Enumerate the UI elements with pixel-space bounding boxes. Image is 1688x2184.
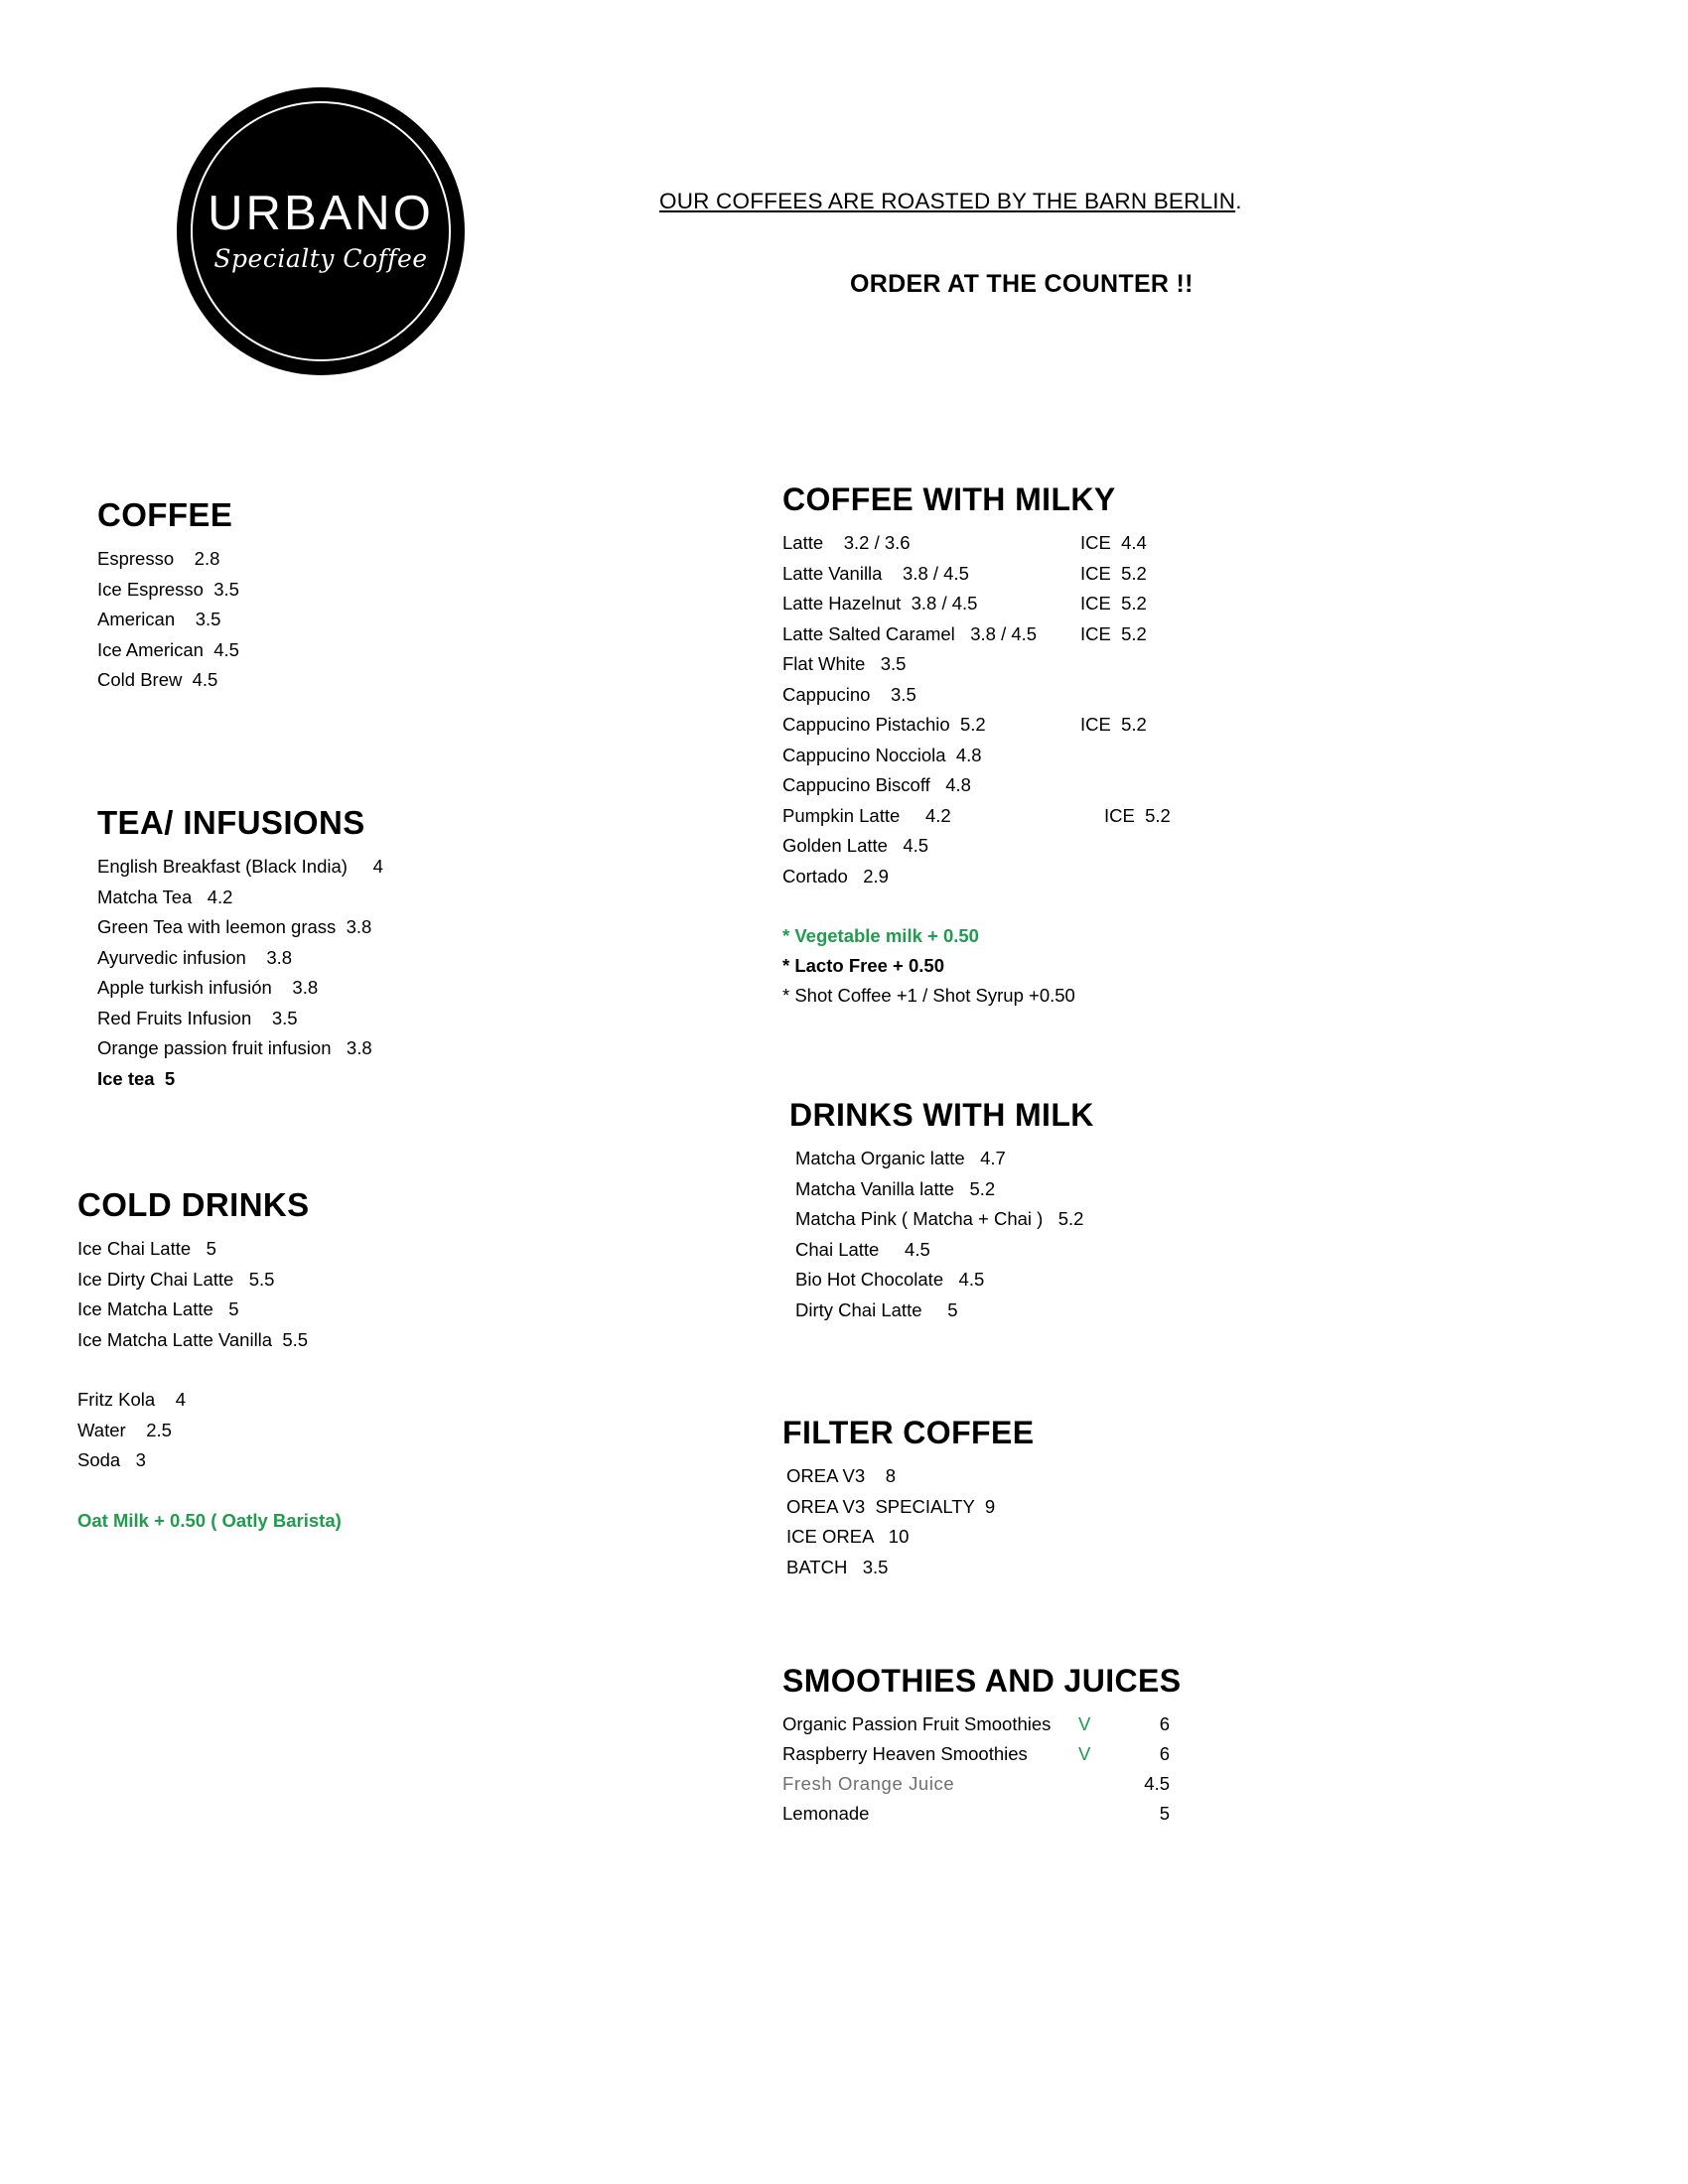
table-row bbox=[782, 559, 1497, 590]
list-gap bbox=[77, 1355, 713, 1385]
table-row bbox=[782, 831, 1497, 862]
list-item: Matcha Tea 4.2 bbox=[97, 886, 233, 907]
note-lacto-free: * Lacto Free + 0.50 bbox=[782, 955, 944, 976]
section-coffee-items bbox=[97, 544, 713, 696]
table-row bbox=[782, 1739, 1537, 1769]
list-item: Ice Matcha Latte 5 bbox=[77, 1298, 239, 1319]
table-row bbox=[782, 1769, 1537, 1799]
section-smoothies-title: SMOOTHIES AND JUICES bbox=[782, 1663, 1182, 1699]
list-item: Ice Matcha Latte Vanilla 5.5 bbox=[77, 1328, 309, 1350]
item-ice-price: ICE 5.2 bbox=[1080, 622, 1147, 644]
item-name: Latte Vanilla 3.8 / 4.5 bbox=[782, 562, 969, 584]
item-price: 4.5 bbox=[1144, 1773, 1170, 1794]
table-row bbox=[782, 649, 1497, 680]
item-name: Flat White 3.5 bbox=[782, 653, 907, 674]
list-item: Ice Chai Latte 5 bbox=[77, 1238, 216, 1259]
section-cold-drinks-title: COLD DRINKS bbox=[77, 1186, 310, 1223]
list-item: Red Fruits Infusion 3.5 bbox=[97, 1007, 298, 1028]
list-item: Ice American 4.5 bbox=[97, 638, 239, 660]
list-item: OREA V3 SPECIALTY 9 bbox=[786, 1495, 996, 1517]
order-note: ORDER AT THE COUNTER !! bbox=[850, 270, 1194, 298]
list-item: Ayurvedic infusion 3.8 bbox=[97, 946, 293, 968]
section-filter-coffee-items bbox=[782, 1461, 1497, 1582]
list-item: Dirty Chai Latte 5 bbox=[795, 1298, 958, 1320]
item-ice-price: ICE 5.2 bbox=[1104, 804, 1171, 826]
section-smoothies bbox=[782, 1663, 1537, 1829]
item-name: Latte Hazelnut 3.8 / 4.5 bbox=[782, 593, 978, 614]
table-row bbox=[782, 741, 1497, 771]
list-item: Cold Brew 4.5 bbox=[97, 669, 218, 690]
item-price: 5 bbox=[1159, 1803, 1170, 1824]
item-price: 6 bbox=[1159, 1743, 1170, 1764]
roaster-note-text: OUR COFFEES ARE ROASTED BY THE BARN BERLIN bbox=[659, 189, 1236, 213]
list-item: BATCH 3.5 bbox=[786, 1556, 889, 1577]
section-coffee-with-milky-title: COFFEE WITH MILKY bbox=[782, 481, 1116, 517]
table-row bbox=[782, 1709, 1537, 1739]
roaster-note bbox=[659, 189, 1242, 214]
section-cold-drinks bbox=[77, 1186, 713, 1536]
section-tea bbox=[97, 804, 713, 1094]
list-gap bbox=[77, 1476, 713, 1506]
list-item: Green Tea with leemon grass 3.8 bbox=[97, 916, 372, 937]
item-ice-price: ICE 4.4 bbox=[1080, 532, 1147, 553]
section-drinks-with-milk-title: DRINKS WITH MILK bbox=[789, 1097, 1094, 1133]
list-item: Espresso 2.8 bbox=[97, 548, 220, 569]
section-tea-title: TEA/ INFUSIONS bbox=[97, 804, 365, 841]
item-name: Cortado 2.9 bbox=[782, 865, 889, 887]
item-name: Latte 3.2 / 3.6 bbox=[782, 532, 911, 553]
item-name: Raspberry Heaven Smoothies bbox=[782, 1743, 1028, 1764]
table-row bbox=[782, 1799, 1537, 1829]
section-coffee-with-milky bbox=[782, 481, 1497, 1011]
list-item: Water 2.5 bbox=[77, 1419, 172, 1440]
item-name: Lemonade bbox=[782, 1803, 870, 1824]
section-filter-coffee-title: FILTER COFFEE bbox=[782, 1415, 1035, 1450]
roaster-note-period: . bbox=[1235, 189, 1242, 213]
list-item: OREA V3 8 bbox=[786, 1465, 897, 1486]
item-ice-price: ICE 5.2 bbox=[1080, 562, 1147, 584]
table-row bbox=[782, 528, 1497, 559]
table-row bbox=[782, 710, 1497, 741]
item-name: Cappucino Biscoff 4.8 bbox=[782, 774, 971, 795]
item-ice-price: ICE 5.2 bbox=[1080, 714, 1147, 735]
brand-tagline: Specialty Coffee bbox=[213, 244, 428, 273]
list-item: Matcha Pink ( Matcha + Chai ) 5.2 bbox=[795, 1208, 1084, 1229]
table-row bbox=[782, 862, 1497, 892]
section-coffee-with-milky-rows bbox=[782, 528, 1497, 891]
list-item: Matcha Vanilla latte 5.2 bbox=[795, 1177, 996, 1199]
table-row bbox=[782, 589, 1497, 619]
section-tea-items bbox=[97, 852, 713, 1094]
table-row bbox=[782, 619, 1497, 650]
list-item: English Breakfast (Black India) 4 bbox=[97, 856, 383, 877]
note-vegetable-milk: * Vegetable milk + 0.50 bbox=[782, 925, 979, 946]
item-name: Organic Passion Fruit Smoothies bbox=[782, 1713, 1052, 1734]
brand-logo bbox=[177, 87, 465, 375]
section-coffee-title: COFFEE bbox=[97, 496, 233, 533]
milk-notes bbox=[782, 921, 1497, 1011]
vegan-mark: V bbox=[1078, 1713, 1091, 1734]
list-item: Chai Latte 4.5 bbox=[795, 1238, 930, 1260]
item-name: Cappucino Nocciola 4.8 bbox=[782, 744, 982, 765]
section-drinks-with-milk bbox=[789, 1097, 1504, 1325]
oat-milk-note: Oat Milk + 0.50 ( Oatly Barista) bbox=[77, 1509, 342, 1531]
list-item: Soda 3 bbox=[77, 1449, 146, 1470]
list-item: Apple turkish infusión 3.8 bbox=[97, 977, 319, 998]
list-item: Orange passion fruit infusion 3.8 bbox=[97, 1037, 372, 1058]
list-item: Bio Hot Chocolate 4.5 bbox=[795, 1269, 985, 1290]
item-name: Golden Latte 4.5 bbox=[782, 835, 929, 856]
item-name: Latte Salted Caramel 3.8 / 4.5 bbox=[782, 622, 1038, 644]
list-item: Fritz Kola 4 bbox=[77, 1389, 186, 1410]
table-row bbox=[782, 770, 1497, 801]
brand-logo-ring bbox=[191, 101, 451, 361]
section-drinks-with-milk-items bbox=[789, 1144, 1504, 1325]
list-item: Ice Espresso 3.5 bbox=[97, 578, 239, 600]
list-item-ice-tea: Ice tea 5 bbox=[97, 1067, 176, 1089]
list-item: Ice Dirty Chai Latte 5.5 bbox=[77, 1268, 275, 1290]
item-name: Cappucino Pistachio 5.2 bbox=[782, 714, 986, 735]
item-name: Cappucino 3.5 bbox=[782, 683, 916, 705]
section-smoothies-rows bbox=[782, 1709, 1537, 1829]
brand-name: URBANO bbox=[208, 187, 434, 240]
item-name: Pumpkin Latte 4.2 bbox=[782, 804, 951, 826]
section-coffee bbox=[97, 496, 713, 696]
table-row bbox=[782, 680, 1497, 711]
section-cold-drinks-items bbox=[77, 1234, 713, 1536]
list-item: ICE OREA 10 bbox=[786, 1526, 910, 1547]
item-name: Fresh Orange Juice bbox=[782, 1773, 955, 1794]
item-ice-price: ICE 5.2 bbox=[1080, 593, 1147, 614]
item-price: 6 bbox=[1159, 1713, 1170, 1734]
section-filter-coffee bbox=[782, 1415, 1497, 1582]
table-row bbox=[782, 801, 1497, 832]
note-shot: * Shot Coffee +1 / Shot Syrup +0.50 bbox=[782, 985, 1075, 1006]
vegan-mark: V bbox=[1078, 1743, 1091, 1764]
list-item: American 3.5 bbox=[97, 609, 221, 629]
list-item: Matcha Organic latte 4.7 bbox=[795, 1148, 1006, 1168]
